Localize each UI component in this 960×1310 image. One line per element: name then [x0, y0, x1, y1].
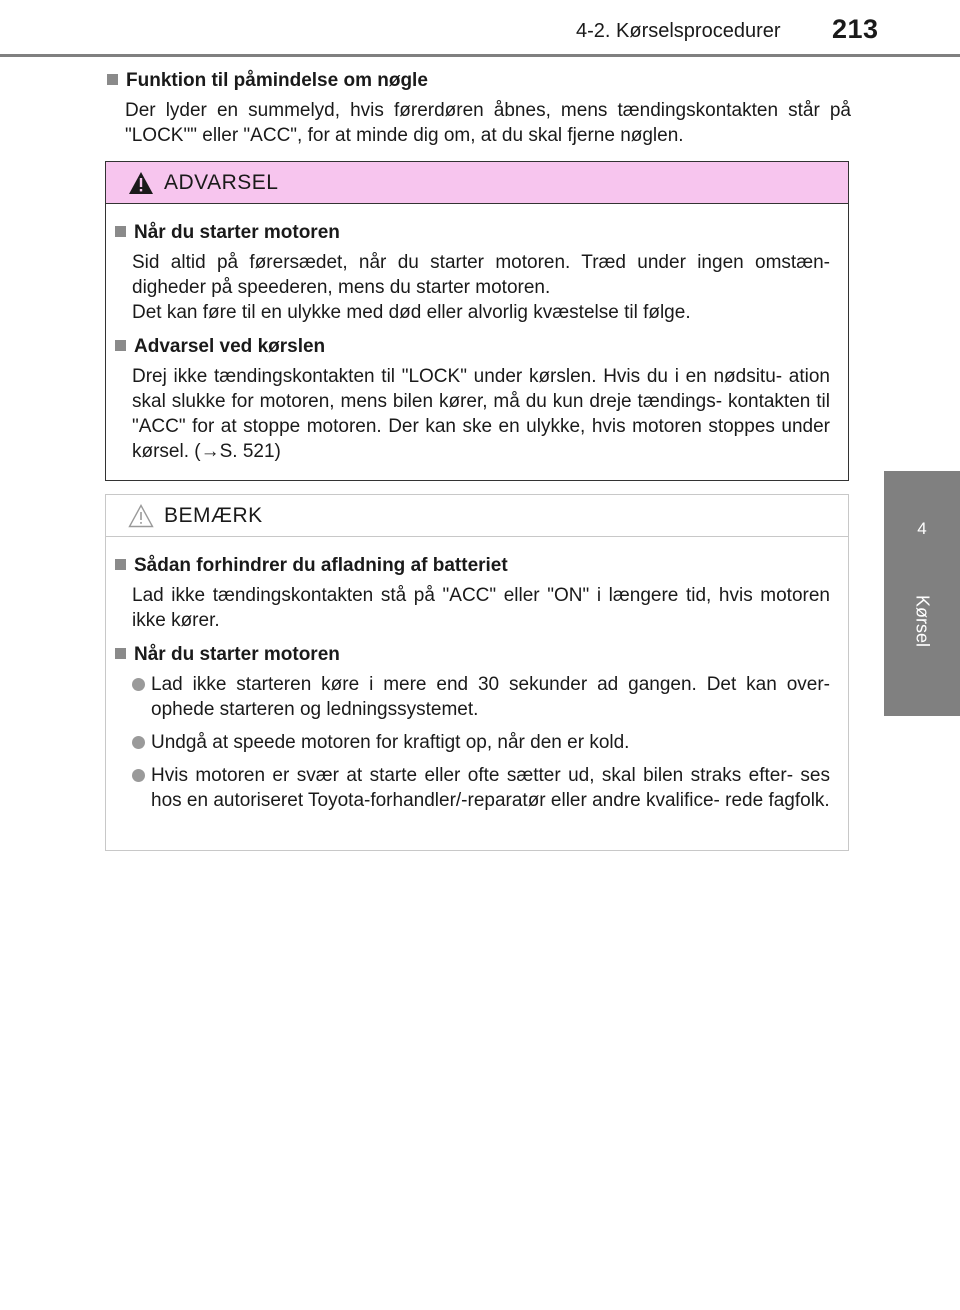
header-rule: [0, 54, 960, 57]
bullet-row: [132, 763, 830, 813]
round-bullet-icon: [132, 769, 145, 782]
round-bullet-icon: [132, 736, 145, 749]
square-bullet-icon: [115, 648, 126, 659]
note-item: [115, 553, 830, 633]
warning-title: ADVARSEL: [164, 170, 279, 194]
warning-header: [106, 162, 848, 204]
bullet-text: Undgå at speede motoren for kraftigt op, når den er kold.: [151, 732, 630, 753]
note-title: BEMÆRK: [164, 503, 263, 527]
bullet-text: Hvis motoren er svær at starte eller ofte sætter ud, skal bilen straks efter- ses hos en autoriseret Toyota-forhandler/-reparatør eller andre kvalifice- rede fagfolk.: [151, 765, 830, 811]
note-header: [106, 495, 848, 537]
page-number: 213: [832, 14, 879, 44]
warning-body: [106, 204, 848, 464]
square-bullet-icon: [115, 559, 126, 570]
note-item-heading-text: Sådan forhindrer du afladning af batteriet: [134, 555, 508, 576]
warning-item-heading: [115, 220, 830, 246]
warning-box: [105, 161, 849, 481]
intro-text: Der lyder en summelyd, hvis førerdøren åbnes, mens tændingskontakten står på "LOCK"" eller "ACC", for at minde dig om, at du skal fjerne nøglen.: [125, 100, 851, 146]
note-body: [106, 537, 848, 813]
bullet-row: [132, 672, 830, 722]
note-item-heading-text: Når du starter motoren: [134, 644, 340, 665]
notice-triangle-icon: [128, 504, 154, 528]
square-bullet-icon: [115, 340, 126, 351]
chapter-side-tab: [884, 471, 960, 716]
side-tab-label: Kørsel: [912, 594, 933, 648]
intro-heading: [107, 68, 851, 94]
warning-item-heading-text: Advarsel ved kørslen: [134, 336, 326, 357]
note-item-text: Lad ikke tændingskontakten stå på "ACC" eller "ON" i længere tid, hvis motoren ikke kører.: [132, 585, 830, 631]
side-tab-number: 4: [917, 519, 927, 538]
intro-heading-text: Funktion til påmindelse om nøgle: [126, 70, 428, 91]
note-item-heading: [115, 553, 830, 579]
header-chapter-title: 4-2. Kørselsprocedurer: [576, 20, 781, 42]
note-item: [115, 642, 830, 813]
warning-item: [115, 334, 830, 464]
note-item-heading: [115, 642, 830, 668]
warning-item-text: Drej ikke tændingskontakten til "LOCK" under kørslen. Hvis du i en nødsitu- ation skal slukke for motoren, mens bilen kører, må du kun dreje tændings- kontakten til "ACC" for at stoppe motoren. Der kan ske en ulykke, hvis motoren stoppes under kørsel. (→S. 521): [132, 366, 830, 462]
square-bullet-icon: [115, 226, 126, 237]
warning-item: [115, 220, 830, 325]
round-bullet-icon: [132, 678, 145, 691]
warning-item-heading-text: Når du starter motoren: [134, 222, 340, 243]
square-bullet-icon: [107, 74, 118, 85]
warning-triangle-icon: [128, 171, 154, 195]
warning-item-text-2: Det kan føre til en ulykke med død eller alvorlig kvæstelse til følge.: [132, 302, 691, 323]
bullet-row: [132, 730, 830, 755]
warning-item-text: Sid altid på førersædet, når du starter motoren. Træd under ingen omstæn- digheder på speederen, mens du starter motoren.: [132, 252, 830, 298]
intro-section: [107, 68, 851, 148]
note-box: [105, 494, 849, 851]
warning-item-heading: [115, 334, 830, 360]
bullet-text: Lad ikke starteren køre i mere end 30 sekunder ad gangen. Det kan over- ophede starteren og ledningssystemet.: [151, 674, 830, 720]
